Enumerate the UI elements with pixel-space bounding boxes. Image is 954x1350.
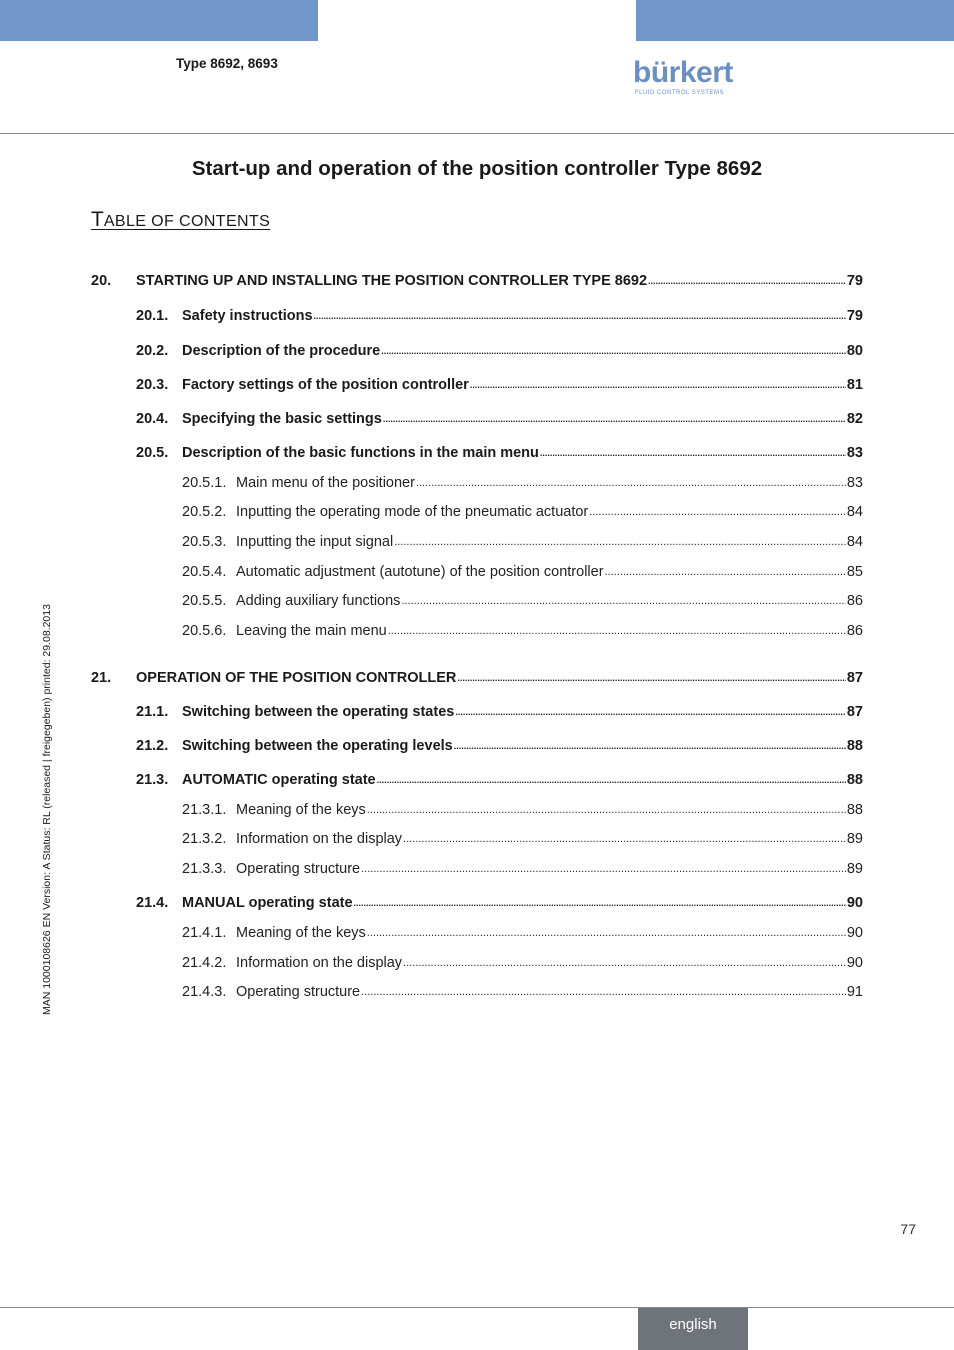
toc-entry-number: 21.3.3. xyxy=(182,861,227,877)
toc-dot-leader xyxy=(377,775,846,785)
page-title: Start-up and operation of the position controller Type 8692 xyxy=(191,157,763,180)
footer-divider xyxy=(0,1307,954,1308)
toc-entry-page: 89 xyxy=(846,861,863,877)
toc-entry-page: 90 xyxy=(846,895,863,911)
toc-entry-page: 90 xyxy=(846,925,863,941)
toc-entry[interactable] xyxy=(182,831,863,847)
toc-dot-leader xyxy=(354,898,846,908)
toc-entry-page: 86 xyxy=(846,593,863,609)
header-bar-right xyxy=(636,0,954,41)
toc-entry-number: 20.5.1. xyxy=(182,475,227,491)
language-tab: english xyxy=(638,1308,748,1350)
toc-entry[interactable] xyxy=(91,273,863,289)
toc-entry-title: Safety instructions xyxy=(182,308,313,324)
toc-entry-title: Leaving the main menu xyxy=(236,623,387,639)
header-divider xyxy=(0,133,954,134)
toc-dot-leader xyxy=(403,957,846,969)
logo-wordmark: bürkert xyxy=(633,56,733,89)
toc-heading-rest: ABLE OF CONTENTS xyxy=(103,213,271,230)
toc-entry-number: 21.4.2. xyxy=(182,955,227,971)
toc-entry-page: 86 xyxy=(846,623,863,639)
toc-entry-page: 89 xyxy=(846,831,863,847)
toc-dot-leader xyxy=(454,741,846,751)
toc-entry-title: Factory settings of the position controller xyxy=(182,377,469,393)
toc-entry-number: 20. xyxy=(91,273,112,289)
toc-entry-number: 21.3.1. xyxy=(182,802,227,818)
burkert-logo xyxy=(633,58,743,96)
toc-entry-page: 83 xyxy=(846,475,863,491)
toc-entry-title: Automatic adjustment (autotune) of the position controller xyxy=(236,564,604,580)
toc-entry[interactable] xyxy=(182,984,863,1000)
header-bar-left xyxy=(0,0,318,41)
toc-entry-page: 85 xyxy=(846,564,863,580)
toc-entry-number: 21. xyxy=(91,670,112,686)
toc-entry[interactable] xyxy=(182,861,863,877)
toc-entry[interactable] xyxy=(182,925,863,941)
toc-entry-number: 21.2. xyxy=(136,738,169,754)
toc-entry-number: 21.3. xyxy=(136,772,169,788)
toc-dot-leader xyxy=(455,707,846,717)
toc-dot-leader xyxy=(314,311,846,321)
toc-entry[interactable] xyxy=(136,704,863,720)
toc-entry-page: 90 xyxy=(846,955,863,971)
toc-entry-number: 21.4. xyxy=(136,895,169,911)
toc-entry-number: 20.5.4. xyxy=(182,564,227,580)
toc-dot-leader xyxy=(394,536,846,548)
page-number: 77 xyxy=(900,1221,916,1237)
toc-entry[interactable] xyxy=(136,308,863,324)
toc-entry-title: Adding auxiliary functions xyxy=(236,593,401,609)
toc-entry-number: 20.4. xyxy=(136,411,169,427)
toc-entry[interactable] xyxy=(182,802,863,818)
toc-entry-title: Switching between the operating states xyxy=(182,704,455,720)
toc-entry-page: 88 xyxy=(846,772,863,788)
toc-entry-title: Meaning of the keys xyxy=(236,925,366,941)
toc-entry-title: OPERATION OF THE POSITION CONTROLLER xyxy=(136,670,457,686)
toc-dot-leader xyxy=(457,673,846,683)
toc-entry-title: Description of the procedure xyxy=(182,343,381,359)
toc-dot-leader xyxy=(367,927,846,939)
toc-entry-page: 82 xyxy=(846,411,863,427)
toc-entry-number: 20.5.5. xyxy=(182,593,227,609)
toc-entry-title: Operating structure xyxy=(236,984,361,1000)
toc-entry-number: 21.4.3. xyxy=(182,984,227,1000)
toc-entry-page: 88 xyxy=(846,802,863,818)
toc-entry-page: 83 xyxy=(846,445,863,461)
toc-entry-number: 20.1. xyxy=(136,308,169,324)
toc-dot-leader xyxy=(401,595,845,607)
toc-entry-title: Information on the display xyxy=(236,955,403,971)
toc-entry-number: 20.5. xyxy=(136,445,169,461)
toc-entry-title: MANUAL operating state xyxy=(182,895,353,911)
toc-heading-initial: T xyxy=(91,208,104,231)
toc-entry[interactable] xyxy=(136,772,863,788)
document-status-note: MAN 1000108626 EN Version: A Status: RL (released | freigegeben) printed: 29.08.2013 xyxy=(41,604,53,1015)
toc-dot-leader xyxy=(381,346,846,356)
toc-entry-page: 91 xyxy=(846,984,863,1000)
toc-dot-leader xyxy=(361,986,846,998)
toc-dot-leader xyxy=(589,506,846,518)
toc-entry-page: 84 xyxy=(846,534,863,550)
toc-entry-page: 87 xyxy=(846,704,863,720)
toc-entry[interactable] xyxy=(136,895,863,911)
toc-entry-title: AUTOMATIC operating state xyxy=(182,772,376,788)
toc-entry-title: STARTING UP AND INSTALLING THE POSITION CONTROLLER TYPE 8692 xyxy=(136,273,648,289)
toc-entry-title: Information on the display xyxy=(236,831,403,847)
toc-entry[interactable] xyxy=(136,738,863,754)
logo-tagline: FLUID CONTROL SYSTEMS xyxy=(635,90,724,96)
toc-dot-leader xyxy=(540,448,846,458)
toc-dot-leader xyxy=(367,804,846,816)
toc-entry[interactable] xyxy=(182,475,863,491)
toc-entry[interactable] xyxy=(136,411,863,427)
toc-entry-title: Switching between the operating levels xyxy=(182,738,453,754)
toc-entry-number: 21.1. xyxy=(136,704,169,720)
toc-entry[interactable] xyxy=(91,670,863,686)
toc-entry-title: Main menu of the positioner xyxy=(236,475,415,491)
toc-entry[interactable] xyxy=(136,377,863,393)
toc-entry-number: 21.3.2. xyxy=(182,831,227,847)
toc-entry-number: 20.5.3. xyxy=(182,534,227,550)
toc-dot-leader xyxy=(361,863,846,875)
toc-dot-leader xyxy=(648,276,846,286)
toc-entry-page: 88 xyxy=(846,738,863,754)
toc-entry-number: 20.5.2. xyxy=(182,504,227,520)
toc-entry[interactable] xyxy=(182,564,863,580)
toc-entry-title: Operating structure xyxy=(236,861,361,877)
toc-dot-leader xyxy=(403,833,846,845)
toc-entry-number: 20.5.6. xyxy=(182,623,227,639)
toc-entry-title: Inputting the operating mode of the pneumatic actuator xyxy=(236,504,589,520)
toc-entry[interactable] xyxy=(136,445,863,461)
toc-entry-number: 20.2. xyxy=(136,343,169,359)
toc-entry[interactable] xyxy=(182,593,863,609)
toc-entry-title: Inputting the input signal xyxy=(236,534,394,550)
toc-entry-number: 21.4.1. xyxy=(182,925,227,941)
toc-entry-page: 84 xyxy=(846,504,863,520)
toc-entry[interactable] xyxy=(182,955,863,971)
toc-dot-leader xyxy=(470,380,846,390)
toc-entry[interactable] xyxy=(182,623,863,639)
toc-entry-number: 20.3. xyxy=(136,377,169,393)
toc-entry-page: 81 xyxy=(846,377,863,393)
document-type: Type 8692, 8693 xyxy=(176,56,278,71)
toc-entry[interactable] xyxy=(182,534,863,550)
toc-entry-page: 79 xyxy=(846,308,863,324)
toc-entry-title: Description of the basic functions in the main menu xyxy=(182,445,539,461)
toc-heading xyxy=(91,208,270,232)
toc-entry-page: 87 xyxy=(846,670,863,686)
toc-entry[interactable] xyxy=(182,504,863,520)
toc-dot-leader xyxy=(388,625,846,637)
toc-entry-title: Meaning of the keys xyxy=(236,802,366,818)
toc-dot-leader xyxy=(383,414,846,424)
toc-dot-leader xyxy=(605,566,846,578)
toc-entry[interactable] xyxy=(136,343,863,359)
toc-entry-title: Specifying the basic settings xyxy=(182,411,382,427)
toc-entry-page: 80 xyxy=(846,343,863,359)
toc-dot-leader xyxy=(416,477,846,489)
toc-entry-page: 79 xyxy=(846,273,863,289)
